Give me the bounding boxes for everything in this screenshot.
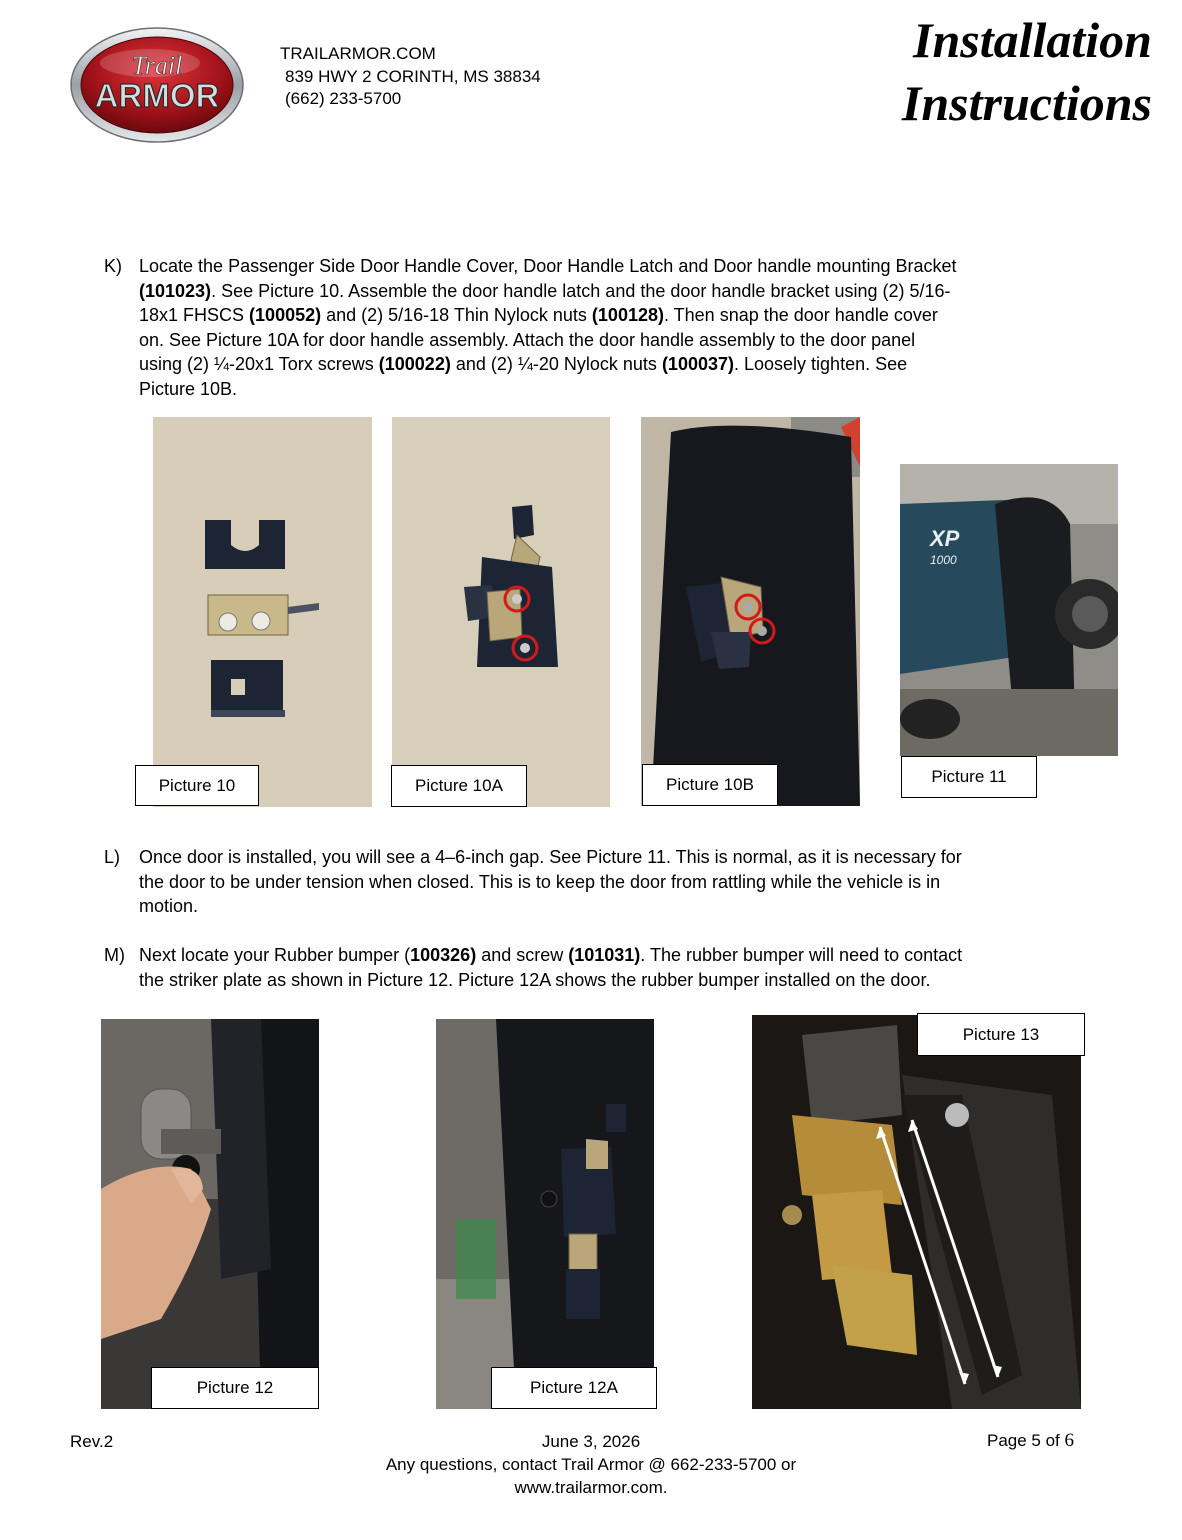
picture-10a-photo	[392, 417, 610, 807]
logo-trail-text: Trail	[131, 51, 183, 80]
step-m-text	[139, 943, 1139, 992]
company-phone: (662) 233-5700	[285, 89, 402, 108]
text-line: the door to be under tension when closed. This is to keep the door from rattling while the vehicle is in	[139, 871, 941, 892]
picture-13-photo	[752, 1015, 1081, 1409]
text-line: Next locate your Rubber bumper (100326) and screw (101031). The rubber bumper will need to contact	[139, 945, 963, 965]
text-line: Once door is installed, you will see a 4–6-inch gap. See Picture 11. This is normal, as it is necessary for	[139, 847, 962, 867]
picture-10-photo	[153, 417, 372, 807]
footer-date: June 3, 2026	[541, 1432, 641, 1451]
text-line: Locate the Passenger Side Door Handle Cover, Door Handle Latch and Door handle mounting Bracket	[139, 256, 957, 276]
picture-12-caption: Picture 12	[151, 1367, 319, 1409]
picture-10b-photo	[641, 417, 860, 806]
part-number: (100052)	[249, 305, 322, 325]
document-title-line2: Instructions	[901, 75, 1152, 131]
picture-10a-caption: Picture 10A	[391, 765, 527, 807]
part-number: (100022)	[378, 354, 451, 374]
document-title-line1: Installation	[913, 12, 1152, 68]
company-address: 839 HWY 2 CORINTH, MS 38834	[285, 67, 541, 86]
picture-10-caption: Picture 10	[135, 765, 259, 806]
footer-contact: Any questions, contact Trail Armor @ 662-233-5700 or	[385, 1455, 797, 1474]
footer-page-prefix: Page 5 of	[986, 1431, 1065, 1450]
step-l-letter: L)	[104, 847, 121, 867]
picture-12a-caption: Picture 12A	[491, 1367, 657, 1409]
footer-page-number	[987, 1430, 1074, 1452]
trail-armor-logo	[70, 27, 245, 143]
footer-website-link[interactable]: www.trailarmor.com.	[514, 1478, 668, 1497]
text-line: Picture 10B.	[139, 378, 238, 399]
picture-11-decal: XP	[930, 526, 960, 551]
logo-armor-text: ARMOR	[94, 77, 220, 114]
text-line: (101023). See Picture 10. Assemble the door handle latch and the door handle bracket using (2) 5/16-	[139, 280, 951, 301]
text-line: motion.	[139, 896, 199, 916]
picture-12-photo	[101, 1019, 319, 1409]
text-line: the striker plate as shown in Picture 12. Picture 12A shows the rubber bumper installed on the door.	[139, 969, 931, 990]
step-k-letter: K)	[104, 256, 122, 276]
step-l-text	[139, 845, 1139, 919]
footer-page-total: 6	[1064, 1430, 1074, 1451]
picture-12a-photo	[436, 1019, 654, 1409]
picture-11-decal-number: 1000	[930, 553, 957, 567]
part-number: 100326)	[410, 945, 477, 965]
part-number: (100037)	[661, 354, 734, 374]
footer-revision: Rev.2	[70, 1432, 114, 1451]
picture-11-photo	[900, 464, 1118, 756]
text-line: using (2) ¼-20x1 Torx screws (100022) and (2) ¼-20 Nylock nuts (100037). Loosely tighten. See	[139, 354, 908, 374]
text-line: on. See Picture 10A for door handle assembly. Attach the door handle assembly to the door panel	[139, 329, 916, 350]
step-k-text	[139, 254, 1139, 401]
part-number: (101031)	[568, 945, 641, 965]
footer-website[interactable]	[291, 1477, 891, 1499]
step-m-letter: M)	[104, 945, 125, 965]
part-number: (101023)	[139, 280, 212, 301]
part-number: (100128)	[591, 305, 664, 325]
text-line: 18x1 FHSCS (100052) and (2) 5/16-18 Thin Nylock nuts (100128). Then snap the door handle cover	[139, 305, 938, 325]
company-website: TRAILARMOR.COM	[280, 44, 436, 63]
picture-13-caption: Picture 13	[917, 1013, 1085, 1056]
picture-10b-caption: Picture 10B	[642, 764, 778, 806]
picture-11-caption: Picture 11	[901, 756, 1037, 798]
